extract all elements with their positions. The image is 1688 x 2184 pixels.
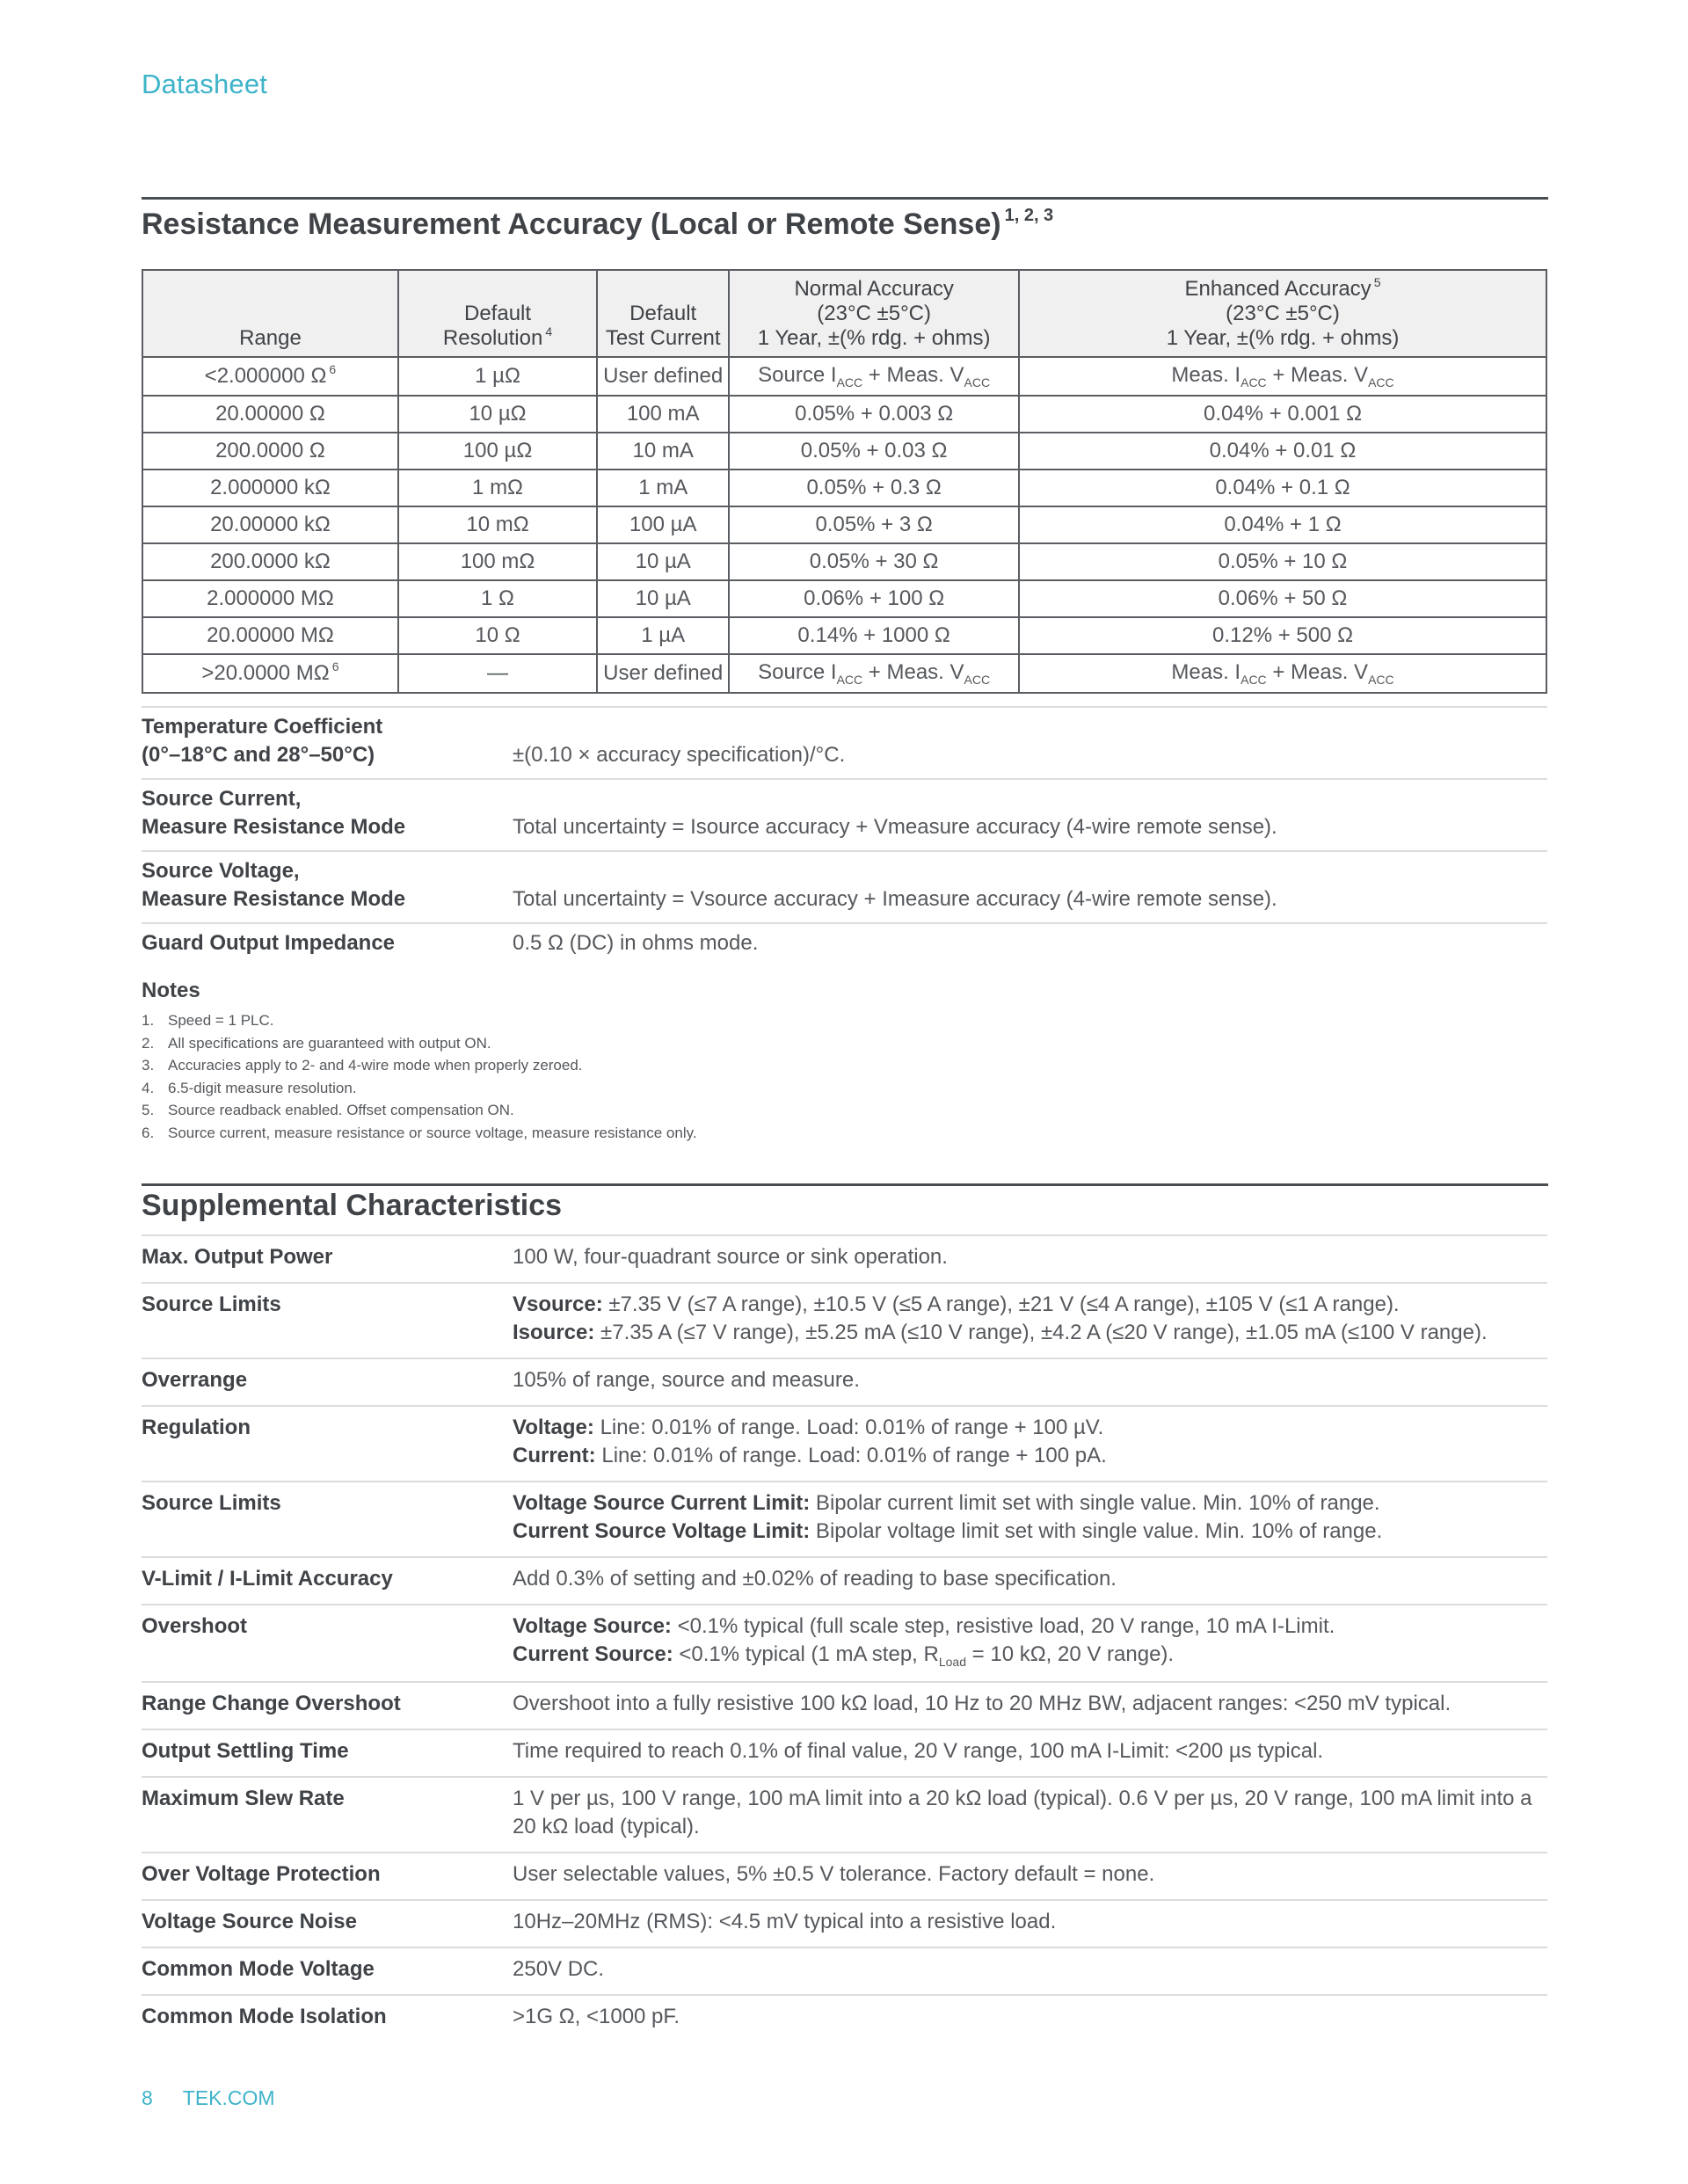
spec-value-line: User selectable values, 5% ±0.5 V tolerance. Factory default = none. xyxy=(513,1862,1155,1886)
spec-value xyxy=(513,1613,1547,1671)
column-header-line: Default xyxy=(629,302,697,325)
resistance-section-title xyxy=(142,207,1053,242)
spec-row xyxy=(142,1776,1547,1852)
spec-label: Voltage Source Noise xyxy=(142,1910,357,1933)
enhanced-accuracy-cell: Meas. $I_{ACC}$ + Meas. $V_{ACC}$ xyxy=(1019,654,1546,693)
spec-label: Source Current, Measure Resistance Mode xyxy=(142,787,406,839)
resistance-section-title-text: Resistance Measurement Accuracy (Local or Remote Sense) xyxy=(142,207,1001,241)
spec-value-line: Current: Line: 0.01% of range. Load: 0.01% of range + 100 pA. xyxy=(513,1444,1107,1467)
table-row xyxy=(142,543,1546,580)
page-footer xyxy=(142,2086,275,2110)
resolution-cell: 10 mΩ xyxy=(398,506,597,543)
spec-label: Range Change Overshoot xyxy=(142,1692,401,1715)
spec-row xyxy=(142,1405,1547,1481)
spec-value-line: Voltage Source Current Limit: Bipolar current limit set with single value. Min. 10% of range. xyxy=(513,1491,1380,1515)
spec-value: Total uncertainty = Isource accuracy + Vmeasure accuracy (4-wire remote sense). xyxy=(513,815,1277,839)
spec-value-key: Current Source: xyxy=(513,1642,673,1666)
spec-value xyxy=(513,1366,1547,1394)
test-current-cell: 10 µA xyxy=(597,543,729,580)
range-cell: 20.00000 MΩ xyxy=(142,617,398,654)
column-header-line: Default xyxy=(464,302,532,325)
normal-accuracy-cell: Source $I_{ACC}$ + Meas. $V_{ACC}$ xyxy=(729,357,1019,396)
table-row xyxy=(142,396,1546,433)
subscript: ACC xyxy=(964,673,991,687)
spec-row xyxy=(142,1358,1547,1405)
spec-value-key: Voltage Source: xyxy=(513,1614,672,1638)
resolution-cell: 10 µΩ xyxy=(398,396,597,433)
spec-value-line: Overshoot into a fully resistive 100 kΩ load, 10 Hz to 20 MHz BW, adjacent ranges: <250 mV typical. xyxy=(513,1692,1452,1715)
spec-row xyxy=(142,1947,1547,1994)
note-item xyxy=(142,1099,697,1122)
test-current-cell: User defined xyxy=(597,654,729,693)
spec-value xyxy=(513,1565,1547,1593)
spec-row xyxy=(142,1282,1547,1358)
spec-value-line: 105% of range, source and measure. xyxy=(513,1368,860,1392)
spec-value xyxy=(513,1489,1547,1546)
spec-value-key: Isource: xyxy=(513,1321,595,1344)
resolution-cell: 1 mΩ xyxy=(398,470,597,506)
section-divider xyxy=(142,1183,1548,1186)
spec-value xyxy=(513,2003,1547,2031)
subscript: ACC xyxy=(836,375,863,389)
note-item xyxy=(142,1009,697,1032)
column-header-line: Resolution $^4$ xyxy=(442,324,553,350)
note-text: Source readback enabled. Offset compensation ON. xyxy=(168,1102,514,1118)
spec-row xyxy=(142,1556,1547,1604)
note-text: All specifications are guaranteed with output ON. xyxy=(168,1034,491,1052)
spec-value-key: Current Source Voltage Limit: xyxy=(513,1519,811,1543)
spec-row xyxy=(142,1852,1547,1899)
note-number: 1. xyxy=(142,1012,155,1029)
normal-accuracy-cell: 0.05% + 30 Ω xyxy=(729,543,1019,580)
site-link[interactable]: TEK.COM xyxy=(182,2086,275,2109)
spec-value: Total uncertainty = Vsource accuracy + Imeasure accuracy (4-wire remote sense). xyxy=(513,887,1277,911)
spec-value-line: Add 0.3% of setting and ±0.02% of reading to base specification. xyxy=(513,1567,1117,1591)
spec-value xyxy=(513,1955,1547,1984)
spec-value xyxy=(513,1908,1547,1936)
spec-row xyxy=(142,1994,1547,2042)
section-divider xyxy=(142,197,1548,200)
test-current-cell: 10 mA xyxy=(597,433,729,470)
spec-value-key: Voltage: xyxy=(513,1416,594,1439)
spec-value xyxy=(513,1414,1547,1470)
spec-label: Common Mode Voltage xyxy=(142,1957,375,1981)
spec-row xyxy=(142,1681,1547,1729)
note-number: 4. xyxy=(142,1079,155,1096)
spec-value xyxy=(513,1737,1547,1765)
test-current-cell: 1 µA xyxy=(597,617,729,654)
table-row xyxy=(142,357,1546,396)
spec-row xyxy=(142,922,1547,966)
spec-value-line: 250V DC. xyxy=(513,1957,605,1981)
range-cell: 20.00000 Ω xyxy=(142,396,398,433)
note-number: 5. xyxy=(142,1102,155,1118)
note-item xyxy=(142,1077,697,1100)
spec-label: Max. Output Power xyxy=(142,1245,333,1269)
range-cell: 200.0000 kΩ xyxy=(142,543,398,580)
range-cell: 200.0000 Ω xyxy=(142,433,398,470)
spec-value-line: Voltage: Line: 0.01% of range. Load: 0.01% of range + 100 µV. xyxy=(513,1416,1104,1439)
table-row xyxy=(142,617,1546,654)
spec-value-line: 1 V per µs, 100 V range, 100 mA limit into a 20 kΩ load (typical). 0.6 V per µs, 20 V range, 100 mA limit into a 20 kΩ load (typical). xyxy=(513,1787,1532,1838)
note-number: 2. xyxy=(142,1034,155,1052)
resistance-spec-list xyxy=(142,706,1547,966)
enhanced-accuracy-cell: 0.04% + 0.1 Ω xyxy=(1019,470,1546,506)
footnote-ref: 6 xyxy=(329,362,337,376)
footnote-ref: 6 xyxy=(331,659,339,673)
enhanced-accuracy-cell: 0.04% + 1 Ω xyxy=(1019,506,1546,543)
normal-accuracy-cell: 0.05% + 0.3 Ω xyxy=(729,470,1019,506)
resolution-cell: 1 Ω xyxy=(398,580,597,617)
footnote-ref: 4 xyxy=(545,324,553,339)
note-text: Source current, measure resistance or source voltage, measure resistance only. xyxy=(168,1124,697,1141)
test-current-cell: 100 mA xyxy=(597,396,729,433)
column-header xyxy=(1019,270,1546,357)
spec-value-line: Voltage Source: <0.1% typical (full scale step, resistive load, 20 V range, 10 mA I-Limit. xyxy=(513,1614,1335,1638)
spec-row xyxy=(142,778,1547,850)
column-header-line: 1 Year, ±(% rdg. + ohms) xyxy=(757,326,991,350)
supplemental-section-title: Supplemental Characteristics xyxy=(142,1189,563,1222)
normal-accuracy-cell: 0.05% + 3 Ω xyxy=(729,506,1019,543)
column-header xyxy=(597,270,729,357)
footnote-ref: 5 xyxy=(1373,275,1381,289)
spec-label: Source Voltage, Measure Resistance Mode xyxy=(142,859,406,911)
column-header-line: Normal Accuracy xyxy=(794,277,954,301)
spec-row xyxy=(142,1481,1547,1556)
column-header xyxy=(398,270,597,357)
spec-value-line: Current Source: <0.1% typical (1 mA step, $R_{Load} = 10$ kΩ, 20 V range). xyxy=(513,1642,1175,1669)
spec-label: Overshoot xyxy=(142,1614,248,1638)
spec-value xyxy=(513,1785,1547,1841)
note-text: Speed = 1 PLC. xyxy=(168,1012,274,1029)
page-number: 8 xyxy=(142,2086,153,2109)
spec-label: V-Limit / I-Limit Accuracy xyxy=(142,1567,393,1591)
subscript: ACC xyxy=(1241,673,1267,687)
range-cell: >20.0000 MΩ $^6$ xyxy=(142,654,398,693)
spec-label: Maximum Slew Rate xyxy=(142,1787,345,1810)
table-row xyxy=(142,654,1546,693)
spec-value-line: >1G Ω, <1000 pF. xyxy=(513,2005,680,2028)
document-type-label: Datasheet xyxy=(142,69,268,99)
subscript: ACC xyxy=(836,673,863,687)
table-row xyxy=(142,433,1546,470)
note-text: 6.5-digit measure resolution. xyxy=(168,1079,357,1096)
subscript: ACC xyxy=(1368,375,1394,389)
resolution-cell: 100 µΩ xyxy=(398,433,597,470)
spec-label: Guard Output Impedance xyxy=(142,931,396,955)
resolution-cell: 1 µΩ xyxy=(398,357,597,396)
spec-row xyxy=(142,1604,1547,1681)
supplemental-spec-list xyxy=(142,1234,1547,2042)
table-row xyxy=(142,580,1546,617)
subscript: ACC xyxy=(1241,375,1267,389)
range-cell: 2.000000 MΩ xyxy=(142,580,398,617)
column-header-line: Enhanced Accuracy $^5$ xyxy=(1184,275,1381,301)
note-text: Accuracies apply to 2- and 4-wire mode when properly zeroed. xyxy=(168,1057,583,1074)
spec-value xyxy=(513,1291,1547,1347)
column-header-line: Range xyxy=(239,326,302,350)
spec-value: ±(0.10 × accuracy specification)/°C. xyxy=(513,743,846,767)
enhanced-accuracy-cell: 0.04% + 0.001 Ω xyxy=(1019,396,1546,433)
normal-accuracy-cell: 0.05% + 0.003 Ω xyxy=(729,396,1019,433)
test-current-cell: User defined xyxy=(597,357,729,396)
spec-value-key: Vsource: xyxy=(513,1292,603,1316)
spec-value-line: 10Hz–20MHz (RMS): <4.5 mV typical into a resistive load. xyxy=(513,1910,1057,1933)
normal-accuracy-cell: 0.05% + 0.03 Ω xyxy=(729,433,1019,470)
range-cell: 2.000000 kΩ xyxy=(142,470,398,506)
enhanced-accuracy-cell: 0.05% + 10 Ω xyxy=(1019,543,1546,580)
spec-label: Regulation xyxy=(142,1416,251,1439)
note-item xyxy=(142,1054,697,1077)
spec-value xyxy=(513,1243,1547,1271)
spec-value xyxy=(513,1860,1547,1889)
range-cell: <2.000000 Ω $^6$ xyxy=(142,357,398,396)
title-footnote-refs: 1, 2, 3 xyxy=(1004,206,1054,225)
subscript: ACC xyxy=(964,375,991,389)
notes-title: Notes xyxy=(142,979,200,1002)
spec-label: Common Mode Isolation xyxy=(142,2005,387,2028)
column-header xyxy=(142,270,398,357)
spec-row xyxy=(142,850,1547,922)
note-number: 6. xyxy=(142,1124,155,1141)
spec-value-line: Current Source Voltage Limit: Bipolar voltage limit set with single value. Min. 10% of range. xyxy=(513,1519,1383,1543)
spec-value-line: Vsource: ±7.35 V (≤7 A range), ±10.5 V (≤5 A range), ±21 V (≤4 A range), ±105 V (≤1 A range). xyxy=(513,1292,1400,1316)
test-current-cell: 100 µA xyxy=(597,506,729,543)
spec-label: Output Settling Time xyxy=(142,1739,349,1763)
spec-label: Source Limits xyxy=(142,1491,281,1515)
enhanced-accuracy-cell: Meas. $I_{ACC}$ + Meas. $V_{ACC}$ xyxy=(1019,357,1546,396)
spec-label: Source Limits xyxy=(142,1292,281,1316)
test-current-cell: 10 µA xyxy=(597,580,729,617)
normal-accuracy-cell: 0.06% + 100 Ω xyxy=(729,580,1019,617)
note-number: 3. xyxy=(142,1057,155,1074)
column-header-line: 1 Year, ±(% rdg. + ohms) xyxy=(1166,326,1400,350)
table-row xyxy=(142,470,1546,506)
note-item xyxy=(142,1122,697,1145)
spec-row xyxy=(142,1899,1547,1947)
spec-label: Temperature Coefficient (0°–18°C and 28°–50°C) xyxy=(142,715,383,767)
resistance-accuracy-table xyxy=(142,269,1547,694)
resolution-cell: — xyxy=(398,654,597,693)
spec-value-key: Current: xyxy=(513,1444,596,1467)
spec-value-line: 100 W, four-quadrant source or sink operation. xyxy=(513,1245,948,1269)
note-item xyxy=(142,1032,697,1055)
enhanced-accuracy-cell: 0.04% + 0.01 Ω xyxy=(1019,433,1546,470)
table-row xyxy=(142,506,1546,543)
spec-value: 0.5 Ω (DC) in ohms mode. xyxy=(513,931,759,955)
enhanced-accuracy-cell: 0.06% + 50 Ω xyxy=(1019,580,1546,617)
resolution-cell: 100 mΩ xyxy=(398,543,597,580)
table-body xyxy=(142,357,1546,693)
resolution-cell: 10 Ω xyxy=(398,617,597,654)
normal-accuracy-cell: 0.14% + 1000 Ω xyxy=(729,617,1019,654)
notes-list xyxy=(142,1009,697,1144)
column-header-line: Test Current xyxy=(605,326,721,350)
spec-value-line: Time required to reach 0.1% of final value, 20 V range, 100 mA I-Limit: <200 µs typical. xyxy=(513,1739,1324,1763)
column-header-line: (23°C ±5°C) xyxy=(817,302,931,325)
spec-label: Overrange xyxy=(142,1368,248,1392)
spec-row xyxy=(142,1234,1547,1282)
subscript: Load xyxy=(938,1655,966,1669)
column-header xyxy=(729,270,1019,357)
spec-row xyxy=(142,706,1547,778)
table-header-row xyxy=(142,270,1546,357)
spec-value-key: Voltage Source Current Limit: xyxy=(513,1491,811,1515)
test-current-cell: 1 mA xyxy=(597,470,729,506)
subscript: ACC xyxy=(1368,673,1394,687)
spec-value xyxy=(513,1690,1547,1718)
column-header-line: (23°C ±5°C) xyxy=(1226,302,1340,325)
spec-row xyxy=(142,1729,1547,1776)
spec-value-line: Isource: ±7.35 A (≤7 V range), ±5.25 mA (≤10 V range), ±4.2 A (≤20 V range), ±1.05 mA (≤100 V range). xyxy=(513,1321,1488,1344)
enhanced-accuracy-cell: 0.12% + 500 Ω xyxy=(1019,617,1546,654)
spec-label: Over Voltage Protection xyxy=(142,1862,381,1886)
range-cell: 20.00000 kΩ xyxy=(142,506,398,543)
normal-accuracy-cell: Source $I_{ACC}$ + Meas. $V_{ACC}$ xyxy=(729,654,1019,693)
